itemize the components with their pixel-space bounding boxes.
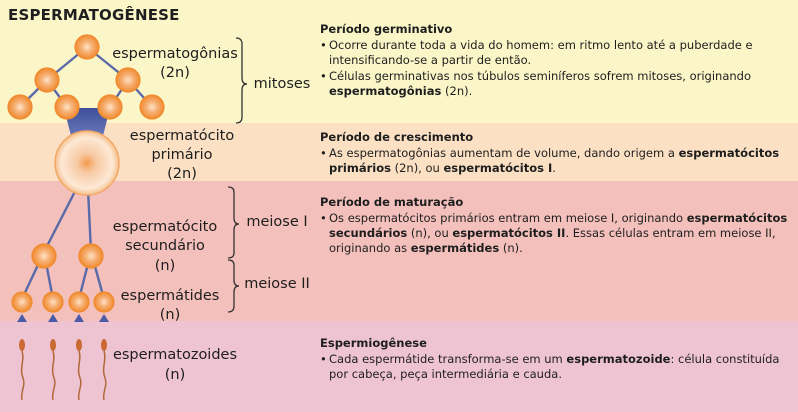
bullet-espermiogenese-1: • Cada espermátide transforma-se em um espermatozoide: célula constituída por cabeça, peça intermediária e cauda.: [320, 352, 790, 382]
label-meiose-2: meiose II: [244, 276, 310, 292]
label-meiose-1: meiose I: [246, 214, 308, 230]
label-espermatocito-secundario-1: espermatócito: [112, 219, 218, 235]
cell: [69, 292, 89, 312]
label-espermatocito-primario-2: primário: [151, 147, 213, 163]
cell: [12, 292, 32, 312]
label-espermatocito-primario-1: espermatócito: [129, 128, 235, 144]
desc-periodo-germinativo: [320, 22, 790, 100]
bullet-crescimento-1: • As espermatogônias aumentam de volume, dando origem a espermatócitos primários (2n), ou espermatócitos I.: [320, 146, 790, 176]
cell: [8, 95, 32, 119]
heading-periodo-germinativo: Período germinativo: [320, 22, 453, 36]
bullet-germinativo-2: • Células germinativas nos túbulos seminíferos sofrem mitoses, originando espermatogônias (2n).: [320, 69, 790, 99]
cell: [75, 35, 99, 59]
label-espermatocito-secundario-ploidy: (n): [154, 258, 176, 274]
heading-periodo-crescimento: Período de crescimento: [320, 130, 474, 144]
cell: [140, 95, 164, 119]
spermatozoon: [74, 314, 84, 400]
label-espermatides: espermátides: [120, 288, 220, 304]
label-espermatocito-secundario-2: secundário: [125, 238, 205, 254]
label-espermatozoides: espermatozoides: [112, 347, 238, 363]
espermatocito-secundario-cells: [32, 244, 103, 268]
label-mitoses: mitoses: [253, 76, 311, 92]
heading-periodo-maturacao: Período de maturação: [320, 195, 464, 209]
cell: [43, 292, 63, 312]
cell: [98, 95, 122, 119]
espermatozoide-group: [17, 314, 109, 400]
heading-espermiogenese: Espermiogênese: [320, 336, 427, 350]
spermatozoon: [17, 314, 27, 400]
bullet-maturacao-1: • Os espermatócitos primários entram em meiose I, originando espermatócitos secundários (n), ou espermatócitos II. Essas células entram em meiose II, originando as espermátides (n).: [320, 211, 790, 256]
label-espermatogonias-ploidy: (2n): [160, 65, 190, 81]
label-espermatogonias: espermatogônias: [112, 46, 238, 62]
spermatozoon: [48, 314, 58, 400]
desc-espermiogenese: [320, 336, 790, 383]
label-espermatocito-primario-ploidy: (2n): [167, 166, 197, 182]
desc-periodo-maturacao: [320, 195, 790, 257]
espermatocito-primario-cell: [55, 131, 119, 195]
page-title: ESPERMATOGÊNESE: [8, 6, 180, 24]
label-espermatides-ploidy: (n): [159, 307, 181, 323]
cell: [35, 68, 59, 92]
bullet-germinativo-1: • Ocorre durante toda a vida do homem: em ritmo lento até a puberdade e intensificando-se a partir de então.: [320, 38, 790, 68]
spermatozoon: [99, 314, 109, 400]
espermatide-cells: [12, 292, 114, 312]
desc-periodo-crescimento: [320, 130, 790, 177]
cell: [32, 244, 56, 268]
cell: [55, 95, 79, 119]
label-espermatozoides-ploidy: (n): [164, 367, 186, 383]
